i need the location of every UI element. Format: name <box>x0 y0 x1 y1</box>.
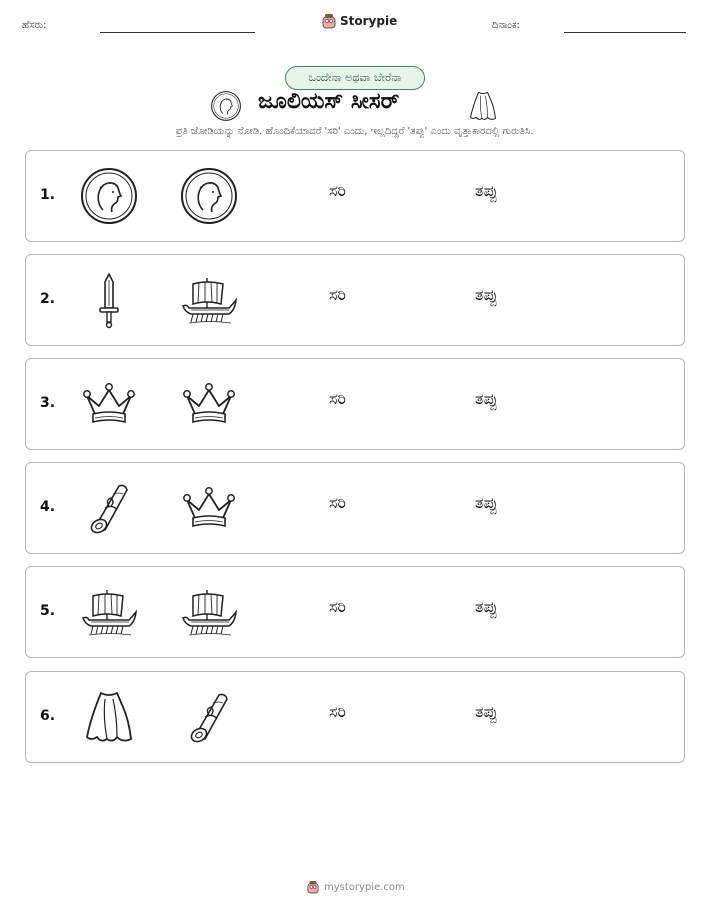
option-wrong[interactable]: ತಪ್ಪು <box>475 702 498 721</box>
option-correct[interactable]: ಸರಿ <box>329 493 346 512</box>
question-row <box>25 254 685 346</box>
option-correct[interactable]: ಸರಿ <box>329 285 346 304</box>
name-label: ಹೆಸರು: <box>22 20 47 31</box>
option-correct[interactable]: ಸರಿ <box>329 702 346 721</box>
cloak-icon <box>466 89 500 123</box>
page-title: ಜೂಲಿಯಸ್ ಸೀಸರ್ <box>258 89 400 114</box>
crown-icon <box>179 374 239 434</box>
option-correct[interactable]: ಸರಿ <box>329 597 346 616</box>
crown-icon <box>179 478 239 538</box>
option-wrong[interactable]: ತಪ್ಪು <box>475 597 498 616</box>
question-row <box>25 566 685 658</box>
question-row <box>25 358 685 450</box>
option-correct[interactable]: ಸರಿ <box>329 181 346 200</box>
footer <box>307 880 405 894</box>
coin-icon <box>210 90 242 122</box>
question-row <box>25 671 685 763</box>
scroll-icon <box>79 478 139 538</box>
storypie-mascot-icon <box>307 880 319 894</box>
question-number: 5. <box>40 603 56 619</box>
sword-icon <box>79 270 139 330</box>
ship-icon <box>79 582 139 642</box>
option-wrong[interactable]: ತಪ್ಪು <box>475 493 498 512</box>
option-wrong[interactable]: ತಪ್ಪು <box>475 389 498 408</box>
scroll-icon <box>179 687 239 747</box>
date-label: ದಿನಾಂಕ: <box>492 20 520 31</box>
option-wrong[interactable]: ತಪ್ಪು <box>475 181 498 200</box>
storypie-mascot-icon <box>322 13 336 29</box>
option-correct[interactable]: ಸರಿ <box>329 389 346 408</box>
brand-logo <box>322 13 397 29</box>
question-number: 3. <box>40 395 56 411</box>
ship-icon <box>179 270 239 330</box>
question-number: 1. <box>40 187 56 203</box>
question-row <box>25 462 685 554</box>
instructions: ಪ್ರತಿ ಜೋಡಿಯನ್ನು ನೋಡಿ. ಹೊಂದಿಕೆಯಾದರೆ 'ಸರಿ' ಎಂದು, ಇಲ್ಲದಿದ್ದರೆ 'ತಪ್ಪು' ಎಂದು ವೃತ್ತಾಕಾರದಲ್ಲಿ ಗುರುತಿಸಿ. <box>175 126 534 137</box>
footer-site: mystorypie.com <box>324 881 405 893</box>
cloak-icon <box>79 687 139 747</box>
name-line[interactable] <box>100 32 255 33</box>
crown-icon <box>79 374 139 434</box>
option-wrong[interactable]: ತಪ್ಪು <box>475 285 498 304</box>
coin-icon <box>79 166 139 226</box>
worksheet-type-badge: ಒಂದೇನಾ ಅಥವಾ ಬೇರೆನಾ <box>285 66 425 90</box>
question-number: 2. <box>40 291 56 307</box>
question-number: 4. <box>40 499 56 515</box>
question-row <box>25 150 685 242</box>
question-number: 6. <box>40 708 56 724</box>
coin-icon <box>179 166 239 226</box>
date-line[interactable] <box>564 32 686 33</box>
ship-icon <box>179 582 239 642</box>
brand-name: Storypie <box>340 14 398 28</box>
